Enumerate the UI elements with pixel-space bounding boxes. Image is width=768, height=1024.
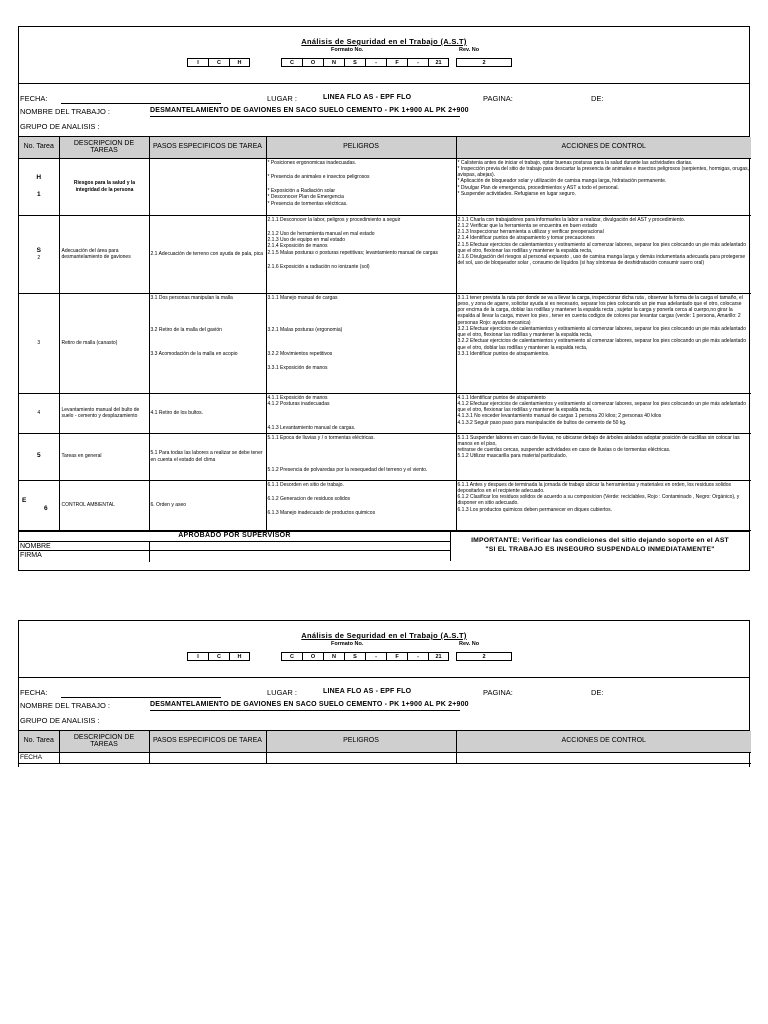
code-cell: I xyxy=(187,58,208,67)
form-title: Análisis de Seguridad en el Trabajo (A.S.T) xyxy=(301,631,467,640)
code-cell: N xyxy=(323,652,344,661)
nombre-row xyxy=(19,541,450,551)
tarea-number: 3 xyxy=(37,339,41,346)
code-cell: F xyxy=(386,58,407,67)
tarea-number-cell xyxy=(19,158,59,215)
fecha-label: FECHA: xyxy=(20,688,48,697)
code-cell: H xyxy=(229,58,250,67)
accion-item: 2.1.5 Efectuar ejercicios de calentamientos y estiramiento al comenzar labores, separar los pies colocando un pie más adelantado que el otro, flexionar las rodillas y mantener la espalda recta, xyxy=(457,241,746,254)
tarea-number-cell xyxy=(19,215,59,293)
accion-item: * Suspender actividades. Refugiarse en lugar seguro. xyxy=(457,190,576,197)
table-row xyxy=(19,158,751,215)
tarea-acciones xyxy=(456,433,751,480)
info-divider xyxy=(19,730,749,731)
tarea-acciones xyxy=(456,480,751,530)
code-cell: C xyxy=(208,58,229,67)
form-info-block xyxy=(19,84,749,137)
col-header-peligros: PELIGROS xyxy=(266,137,456,158)
ast-form-page-1 xyxy=(18,26,750,571)
code-cell: 21 xyxy=(428,58,449,67)
supervisor-approval xyxy=(19,532,451,561)
table-row xyxy=(19,215,751,293)
accion-item: 4.1.2 Efectuar ejercicios de calentamientos y estiramiento al comenzar labores, separar los pies colocando un pie más adelantado que el otro, flexionar las rodillas y mantener la espalda recta, xyxy=(457,400,746,413)
code-cell: - xyxy=(365,652,386,661)
tarea-descripcion: Riesgos para la salud y la integridad de la persona xyxy=(59,158,149,215)
fecha-label: FECHA: xyxy=(20,94,48,103)
accion-item: 3.3.1 Identificar puntos de atrapamientos. xyxy=(457,350,550,357)
tarea-peligros xyxy=(266,215,456,293)
tarea-acciones xyxy=(456,158,751,215)
tarea-descripcion: Adecuación del área para desmantelamiento de gaviones xyxy=(59,215,149,293)
peligro-item: 2.1.3 Uso de equipo en mal estado xyxy=(267,237,346,243)
col-header-acciones: ACCIONES DE CONTROL xyxy=(456,731,751,752)
important-notice xyxy=(451,532,749,561)
tarea-descripcion: CONTROL AMBIENTAL xyxy=(59,480,149,530)
tarea-number-cell xyxy=(19,293,59,393)
nombre-trabajo-label: NOMBRE DEL TRABAJO : xyxy=(20,701,111,710)
tarea-peligros xyxy=(266,293,456,393)
fecha-row-label: FECHA xyxy=(19,752,59,763)
rev-label: Rev. No xyxy=(459,47,480,53)
accion-item: 4.1.3.1 No exceder levantamiento manual de cargas 1 persona 20 kilos; 2 personas 40 kilos xyxy=(457,413,662,420)
fecha-underline xyxy=(61,103,221,104)
tarea-peligros xyxy=(266,480,456,530)
fecha-underline xyxy=(61,697,221,698)
lugar-value: LINEA FLO AS - EPF FLO xyxy=(323,688,412,695)
cell-divider xyxy=(149,551,150,562)
firma-label: FIRMA xyxy=(20,551,42,559)
tarea-peligros xyxy=(266,158,456,215)
ast-table xyxy=(19,137,751,531)
important-line-1: IMPORTANTE: Verificar las condiciones del sitio dejando soporte en el AST xyxy=(471,536,729,544)
accion-item: * Divulgar Plan de emergencia, procedimientos y AST a todo el personal. xyxy=(457,184,619,191)
tarea-number-cell xyxy=(19,393,59,433)
tarea-peligros xyxy=(266,433,456,480)
accion-item: 4.1.3.2 Seguir paso paso para manipulación de bultos de cemento de 50 kg. xyxy=(457,419,627,426)
tarea-pasos: 6. Orden y aseo xyxy=(149,480,266,530)
accion-item: 5.1.2 Utilizar mascarilla para material particulado. xyxy=(457,453,567,460)
peligro-item: 5.1.1 Epoca de lluvias y / o tormentas eléctricas. xyxy=(267,434,375,441)
accion-item: 5.1.1 Suspender labores en caso de lluvias, no ubicarse debajo de árboles aislados adoptar posición de cuclillas sin colocar las manos en el piso, xyxy=(457,434,740,447)
paso-item: 3.3 Acomodación de la malla en acopio xyxy=(150,351,238,357)
info-divider xyxy=(19,136,749,137)
rev-number-box xyxy=(456,58,512,67)
lugar-label: LUGAR : xyxy=(267,94,298,103)
accion-item: 3.2.1 Efectuar ejercicios de calentamientos y estiramiento al comenzar labores, separar los pies colocando un pie más adelantado que el otro, flexionar las rodillas y mantener la espalda recta, xyxy=(457,325,746,338)
col-header-peligros: PELIGROS xyxy=(266,731,456,752)
tarea-number: 1 xyxy=(36,190,41,198)
tarea-number: 4 xyxy=(37,409,41,416)
code-cell: - xyxy=(365,58,386,67)
peligro-item: 2.1.2 Uso de herramienta manual en mal estado xyxy=(267,230,375,237)
peligro-item: 4.1.1 Exposición de manos xyxy=(267,394,328,401)
tarea-peligros xyxy=(266,393,456,433)
code-cell: S xyxy=(344,652,365,661)
tarea-pasos xyxy=(149,158,266,215)
tarea-pasos: 2.1 Adecuación de terreno con ayuda de pala, pica xyxy=(149,215,266,293)
pagina-label: PAGINA: xyxy=(483,688,513,697)
accion-item: 6.1.1 Antes y despues de terminada la jornada de trabajo ubicar la herramientas y materiales en orden, los residuos solidos depositarlos en el recipiente adecuado. xyxy=(457,481,731,494)
tarea-descripcion: Retiro de malla (canasto) xyxy=(59,293,149,393)
grupo-analisis-label: GRUPO DE ANALISIS : xyxy=(20,716,100,725)
accion-item: retirarse de cuerdas cercas, suspender actividades en caso de lluvias o de tormentas eléctricas. xyxy=(457,447,671,453)
peligro-item: 2.1.6 Exposición a radiación no ionizante (sol) xyxy=(267,263,370,270)
accion-item: 6.1.2 Clasificar los residuos solidos de acuerdo a su composicion (Verde: reciclables, Rojo : Contaminado , Negro: Orgánico), y disponer en sitio adecuado. xyxy=(457,494,740,507)
accion-item: 3.1.1 tener prevista la ruta por donde se va a llevar la carga, inspeccionar dicha ruta , observar la forma de la carga el tamaño, el peso, y zona de agarre, solicitar ayuda si es necesario, separar los pies colocando un pie mas adelantado que el otro, colocarse por encima de la carga, doblar las rodillas y mantener la espalda recta , sujetar la carga y ponerla cerca al cuerpo,no girar la espalda al llevar la carga, mover los pies , tener en cuenta codigos de colores par levantar cargas (verde: 1 persona, Amarillo: 2 personas Rojo: ayuda mecanica) xyxy=(457,294,743,326)
tarea-acciones xyxy=(456,393,751,433)
formato-label: Formato No. xyxy=(331,641,364,647)
formato-code xyxy=(281,58,449,67)
tarea-number: 6 xyxy=(44,505,48,512)
form-header xyxy=(19,27,749,84)
col-header-descripcion: DESCRIPCION DE TAREAS xyxy=(59,731,149,752)
code-cell: O xyxy=(302,652,323,661)
peligro-item: * Posiciones ergonomicas inadecuadas. xyxy=(267,159,357,166)
cell-divider xyxy=(149,542,150,551)
firma-row xyxy=(19,551,450,561)
code-cell: I xyxy=(187,652,208,661)
code-cell: - xyxy=(407,58,428,67)
table-row xyxy=(19,480,751,530)
col-header-pasos: PASOS ESPECIFICOS DE TAREA xyxy=(149,731,266,752)
code-cell: H xyxy=(229,652,250,661)
code-cell: C xyxy=(281,58,302,67)
accion-item: 2.1.3 Inspeccionar herramienta a utilizar y verificar preoperacional xyxy=(457,229,604,235)
form-title: Análisis de Seguridad en el Trabajo (A.S.T) xyxy=(301,37,467,46)
code-cell: 21 xyxy=(428,652,449,661)
tarea-pasos xyxy=(149,293,266,393)
nombre-trabajo-label: NOMBRE DEL TRABAJO : xyxy=(20,107,111,116)
tarea-number-cell xyxy=(19,480,59,530)
nombre-trabajo-value: DESMANTELAMIENTO DE GAVIONES EN SACO SUELO CEMENTO - PK 1+900 AL PK 2+900 xyxy=(150,107,469,114)
ast-table xyxy=(19,731,751,764)
col-header-no: No. Tarea xyxy=(19,137,59,158)
col-header-descripcion: DESCRIPCION DE TAREAS xyxy=(59,137,149,158)
lugar-value: LINEA FLO AS - EPF FLO xyxy=(323,94,412,101)
formato-label: Formato No. xyxy=(331,47,364,53)
nombre-label: NOMBRE xyxy=(20,542,51,550)
code-cell: O xyxy=(302,58,323,67)
empty-cell xyxy=(266,752,456,763)
accion-item: 2.1.4 Identificar puntos de atrapamiento y tomar precauciones xyxy=(457,235,595,242)
formato-code-prefix xyxy=(187,58,250,67)
peligro-item: * Presencia de animales e insectos peligrosos xyxy=(267,173,370,180)
tarea-prefix: H xyxy=(36,174,42,182)
peligro-item: 4.1.3 Levantamiento manual de cargas. xyxy=(267,425,356,431)
nombre-trabajo-underline xyxy=(150,116,460,117)
tarea-pasos: 5.1 Para todas las labores a realizar se debe tener en cuenta el estado del clima xyxy=(149,433,266,480)
tarea-descripcion: Levantamiento manual del bulto de suelo - cemento y desplazamiento xyxy=(59,393,149,433)
tarea-prefix: E xyxy=(22,496,27,504)
peligro-item: 6.1.3 Manejo inadecuado de productos quimicos xyxy=(267,510,376,516)
tarea-number: 2 xyxy=(37,254,41,261)
lugar-label: LUGAR : xyxy=(267,688,298,697)
form-header xyxy=(19,621,749,678)
code-cell: - xyxy=(407,652,428,661)
peligro-item: 3.2.1 Malas posturas (ergonomia) xyxy=(267,326,343,333)
peligro-item: * Desconocer Plan de Emergencia xyxy=(267,194,344,201)
approval-footer xyxy=(19,531,749,561)
accion-item: 2.1.6 Divulgación del riesgos al personal expuesto , uso de camisa manga larga y demás indumentaria adecuada para protegerse del sol, uso de bloqueador solar , consumo de líquidos (si hay síntomas de deshidratación consumir suero oral) xyxy=(457,254,746,267)
ast-form-page-2 xyxy=(18,620,750,767)
tarea-prefix: S xyxy=(36,246,41,254)
code-cell: N xyxy=(323,58,344,67)
accion-item: * Calistenia antes de iniciar el trabajo, optar buenas posturas para la salud durante las actividades diarias. xyxy=(457,159,693,166)
col-header-no: No. Tarea xyxy=(19,731,59,752)
formato-code xyxy=(281,652,449,661)
peligro-item: 6.1.2 Generacion de residuos solidos xyxy=(267,495,351,502)
tarea-descripcion: Tareas en general xyxy=(59,433,149,480)
code-cell: C xyxy=(208,652,229,661)
tarea-number: 5 xyxy=(36,452,41,460)
rev-number-box xyxy=(456,652,512,661)
accion-item: 2.1.1 Charla con trabajadores para informarles la labor a realizar, divulgación del AST y procedimiento. xyxy=(457,216,686,223)
peligro-item: 2.1.4 Exposición de manos xyxy=(267,243,328,250)
accion-item: 6.1.3 Los productos quimicos deben permanecer en diques cubiertos. xyxy=(457,506,613,513)
table-row xyxy=(19,433,751,480)
form-info-block xyxy=(19,678,749,731)
tarea-acciones xyxy=(456,215,751,293)
accion-item: * Inspección previa del sitio de trabajo para descartar la presencia de animales e insectos peligrosos (serpientes, hormigas, orugas, avispas, abejas). xyxy=(457,165,750,178)
peligro-item: 2.1.1 Desconocer la labor, peligros y procedimiento a seguir xyxy=(267,216,401,223)
empty-cell xyxy=(149,752,266,763)
paso-item: 3.2 Retiro de la malla del gavión xyxy=(150,326,222,333)
pagina-label: PAGINA: xyxy=(483,94,513,103)
nombre-trabajo-underline xyxy=(150,710,460,711)
accion-item: 3.2.2 Efectuar ejercicios de calentamientos y estiramiento al comenzar labores, separar los pies colocando un pie más adelantado que el otro, doblar las rodillas y mantener la espalda recta, xyxy=(457,338,746,351)
table-row xyxy=(19,752,751,763)
nombre-trabajo-value: DESMANTELAMIENTO DE GAVIONES EN SACO SUELO CEMENTO - PK 1+900 AL PK 2+900 xyxy=(150,701,469,708)
accion-item: 2.1.2 Verificar que la herramienta se encuentra en buen estado xyxy=(457,222,598,229)
peligro-item: 5.1.2 Presencia de polvaredas por la resequedad del terreno y el viento. xyxy=(267,466,428,473)
de-label: DE: xyxy=(591,688,604,697)
aprobado-label: APROBADO POR SUPERVISOR xyxy=(178,531,291,539)
grupo-analisis-label: GRUPO DE ANALISIS : xyxy=(20,122,100,131)
empty-cell xyxy=(456,752,751,763)
peligro-item: * Exposición a Radiación solar xyxy=(267,188,336,194)
peligro-item: 6.1.1 Desorden en sitio de trabajo. xyxy=(267,481,344,488)
rev-label: Rev. No xyxy=(459,641,480,647)
tarea-number-cell xyxy=(19,433,59,480)
peligro-item: 4.1.2 Posturas inadecuadas xyxy=(267,400,330,407)
code-cell: C xyxy=(281,652,302,661)
rev-value: 2 xyxy=(456,652,512,661)
paso-item: 3.1 Dos personas manipulan la malla xyxy=(150,294,233,301)
peligro-item: 3.1.1 Manejo manual de cargas xyxy=(267,294,338,301)
empty-cell xyxy=(59,752,149,763)
table-row xyxy=(19,393,751,433)
accion-item: * Aplicación de bloqueador solar y utilización de camisa manga larga, hidratación permanente. xyxy=(457,178,667,185)
tarea-pasos: 4.1 Retiro de los bultos. xyxy=(149,393,266,433)
tarea-acciones xyxy=(456,293,751,393)
accion-item: 4.1.1 Identificar puntos de atrapamiento xyxy=(457,394,546,401)
code-cell: F xyxy=(386,652,407,661)
peligro-item: 3.3.1 Exposición de manos xyxy=(267,365,328,372)
table-row xyxy=(19,293,751,393)
peligro-item: * Presencia de tormentas eléctricas. xyxy=(267,200,348,207)
code-cell: S xyxy=(344,58,365,67)
peligro-item: 3.2.2 Movimientos repetitivos xyxy=(267,351,333,357)
peligro-item: 2.1.5 Malas posturas o posturas repetitivas; levantamiento manual de cargas xyxy=(267,249,438,256)
col-header-acciones: ACCIONES DE CONTROL xyxy=(456,137,751,158)
col-header-pasos: PASOS ESPECIFICOS DE TAREA xyxy=(149,137,266,158)
formato-code-prefix xyxy=(187,652,250,661)
de-label: DE: xyxy=(591,94,604,103)
rev-value: 2 xyxy=(456,58,512,67)
important-line-2: "SI EL TRABAJO ES INSEGURO SUSPENDALO INMEDIATAMENTE" xyxy=(485,545,715,553)
